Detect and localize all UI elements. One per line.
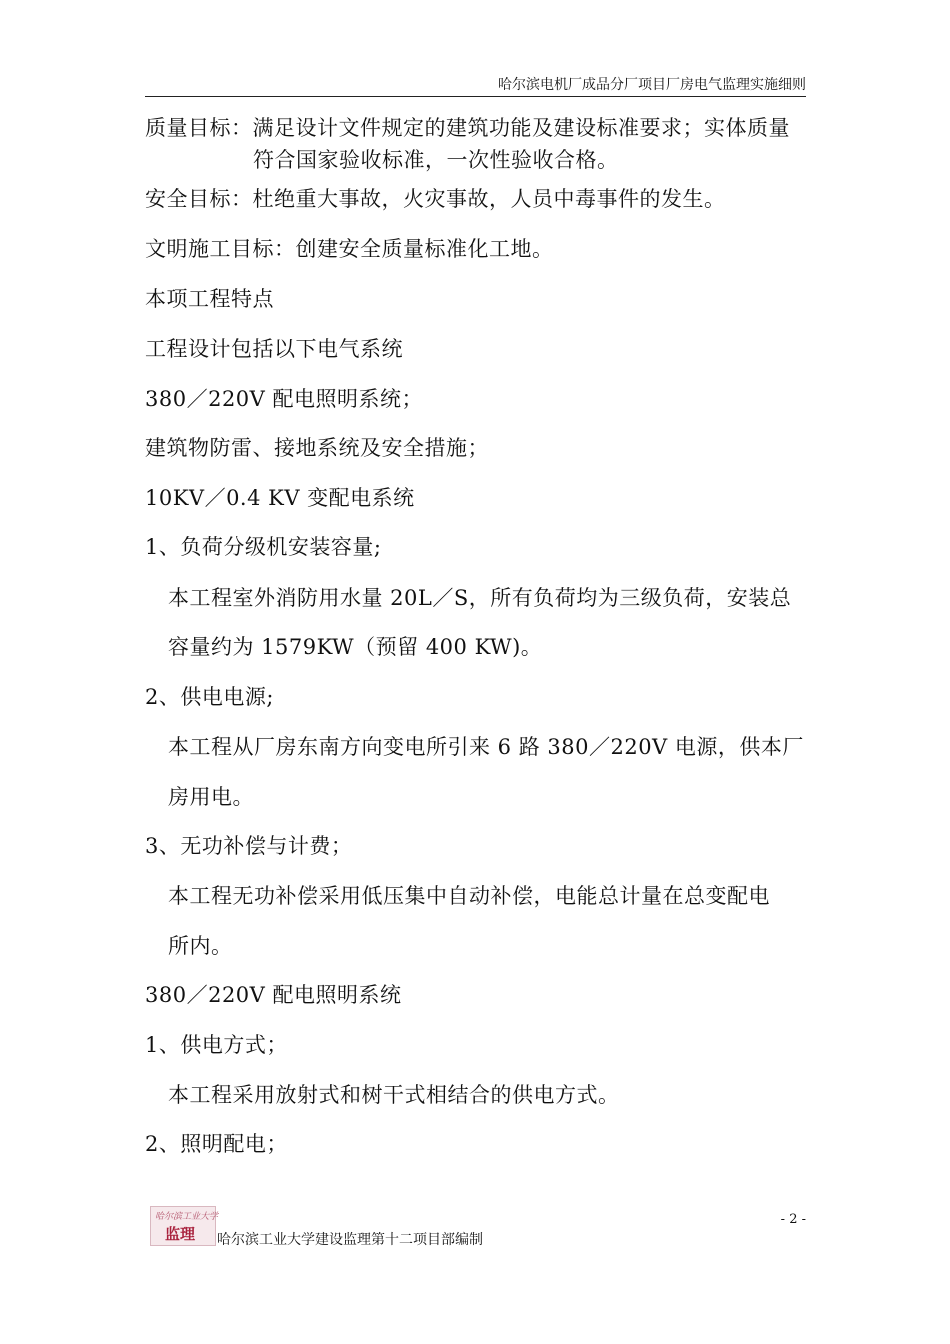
header-divider [145, 96, 806, 97]
body-line: 文明施工目标：创建安全质量标准化工地。 [145, 237, 554, 261]
body-line: 工程设计包括以下电气系统 [145, 337, 403, 361]
body-line: 3、无功补偿与计费； [145, 834, 353, 858]
body-line: 1、负荷分级机安装容量; [145, 535, 382, 559]
body-line: 建筑物防雷、接地系统及安全措施； [145, 436, 489, 460]
header-title: 哈尔滨电机厂成品分厂项目厂房电气监理实施细则 [498, 77, 806, 93]
body-line: 本工程室外消防用水量 20L／S，所有负荷均为三级负荷，安装总 [168, 586, 792, 610]
body-line: 安全目标：杜绝重大事故，火灾事故，人员中毒事件的发生。 [145, 187, 726, 211]
body-line: 2、供电电源; [145, 685, 274, 709]
logo-small-text: 哈尔滨工业大学 [155, 1212, 219, 1222]
footer-organization: 哈尔滨工业大学建设监理第十二项目部编制 [217, 1232, 483, 1248]
body-line: 本工程从厂房东南方向变电所引来 6 路 380／220V 电源，供本厂 [168, 735, 804, 759]
body-line: 容量约为 1579KW（预留 400 KW)。 [168, 635, 543, 659]
body-line: 房用电。 [168, 785, 254, 809]
body-line: 380／220V 配电照明系统； [145, 387, 424, 411]
body-line: 380／220V 配电照明系统 [145, 983, 402, 1007]
body-line: 符合国家验收标准，一次性验收合格。 [253, 148, 619, 172]
body-line: 本项工程特点 [145, 287, 274, 311]
body-line: 10KV／0.4 KV 变配电系统 [145, 486, 415, 510]
body-line: 本工程无功补偿采用低压集中自动补偿，电能总计量在总变配电 [168, 884, 770, 908]
supervision-logo [150, 1206, 219, 1246]
page-number: - 2 - [780, 1212, 806, 1227]
logo-text: 监理 [165, 1225, 196, 1243]
body-line: 2、照明配电； [145, 1132, 288, 1156]
body-line: 本工程采用放射式和树干式相结合的供电方式。 [168, 1083, 620, 1107]
body-line: 1、供电方式； [145, 1033, 288, 1057]
body-line: 所内。 [168, 934, 233, 958]
body-line: 质量目标：满足设计文件规定的建筑功能及建设标准要求；实体质量 [145, 116, 790, 140]
